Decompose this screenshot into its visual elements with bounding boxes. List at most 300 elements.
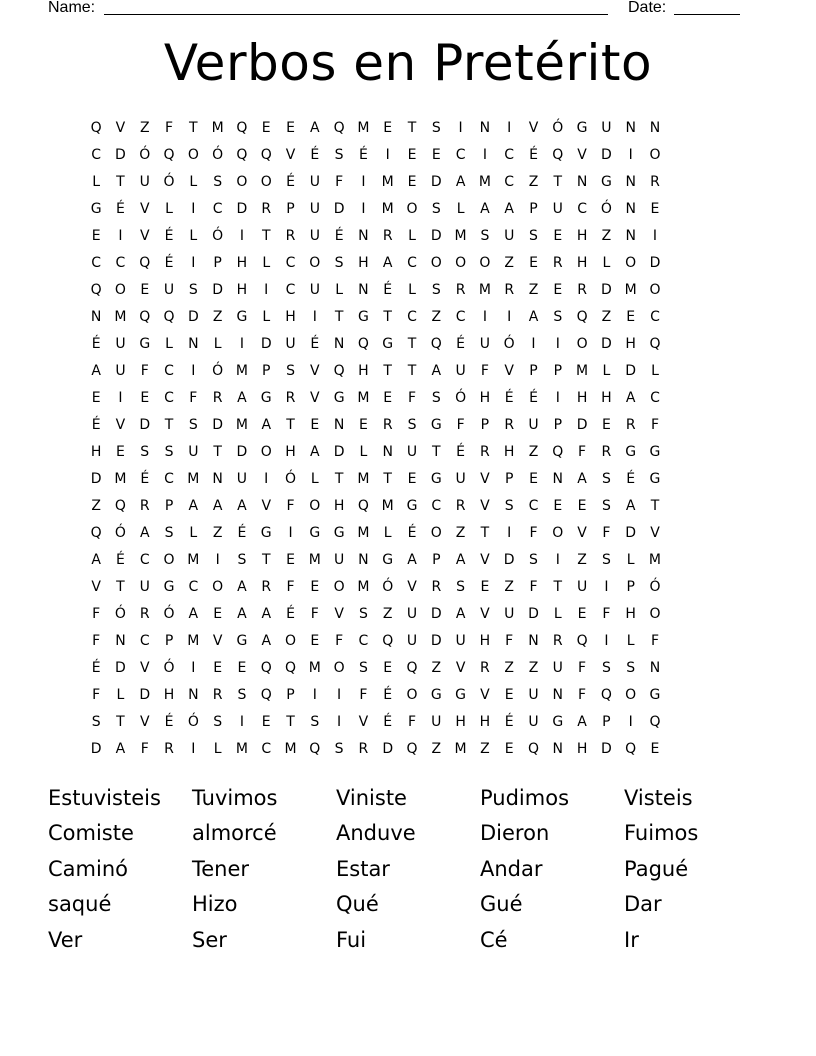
grid-letter: S: [431, 200, 441, 217]
grid-letter: G: [139, 335, 151, 352]
grid-letter: S: [529, 227, 538, 244]
grid-letter: H: [285, 443, 296, 460]
grid-letter: V: [504, 362, 514, 379]
grid-row: [84, 546, 734, 573]
grid-letter: S: [237, 686, 247, 703]
grid-letter: V: [480, 686, 490, 703]
grid-row: [84, 681, 734, 708]
grid-letter: A: [237, 605, 247, 622]
grid-letter: Q: [576, 308, 588, 325]
grid-letter: P: [286, 686, 295, 703]
grid-letter: Q: [114, 497, 126, 514]
grid-letter: Q: [625, 740, 637, 757]
grid-letter: U: [431, 713, 442, 730]
grid-letter: I: [361, 200, 366, 217]
grid-letter: É: [504, 713, 514, 730]
grid-letter: O: [455, 254, 467, 271]
grid-letter: D: [625, 362, 637, 379]
word-search-grid: [84, 114, 734, 762]
grid-letter: A: [480, 200, 490, 217]
grid-letter: U: [139, 578, 150, 595]
grid-letter: V: [358, 713, 369, 730]
word-bank-item: Estuvisteis: [48, 785, 161, 810]
grid-letter: A: [310, 443, 320, 460]
word-bank-item: Visteis: [624, 785, 693, 810]
grid-letter: H: [236, 254, 248, 271]
grid-letter: T: [213, 443, 222, 460]
word-bank-item: Comiste: [48, 821, 134, 846]
grid-letter: L: [408, 227, 416, 244]
grid-letter: E: [261, 119, 271, 136]
grid-letter: I: [239, 227, 244, 244]
grid-letter: L: [310, 470, 319, 487]
grid-letter: V: [139, 713, 150, 730]
grid-letter: E: [140, 389, 150, 406]
grid-letter: Q: [357, 497, 369, 514]
grid-letter: V: [650, 524, 660, 541]
grid-letter: U: [528, 416, 539, 433]
word-bank-item: Andar: [480, 856, 543, 881]
grid-letter: P: [262, 362, 271, 379]
grid-letter: I: [191, 254, 196, 271]
grid-letter: S: [334, 146, 344, 163]
grid-letter: A: [237, 497, 247, 514]
grid-letter: U: [406, 443, 418, 460]
grid-row: [84, 195, 734, 222]
grid-letter: Ó: [285, 470, 297, 487]
grid-letter: I: [118, 227, 123, 244]
grid-letter: L: [213, 335, 222, 352]
grid-row: [84, 600, 734, 627]
grid-letter: I: [239, 713, 244, 730]
grid-letter: H: [358, 254, 369, 271]
grid-letter: R: [139, 497, 150, 514]
grid-letter: G: [260, 524, 272, 541]
grid-letter: I: [191, 659, 196, 676]
grid-letter: É: [407, 524, 417, 541]
grid-row: [84, 357, 734, 384]
grid-letter: U: [406, 632, 418, 649]
grid-row: [84, 249, 734, 276]
grid-letter: L: [408, 281, 416, 298]
grid-letter: D: [503, 551, 515, 568]
grid-letter: É: [164, 713, 174, 730]
grid-row: [84, 330, 734, 357]
grid-letter: C: [188, 578, 199, 595]
grid-letter: G: [430, 686, 442, 703]
grid-letter: E: [213, 659, 223, 676]
grid-letter: Q: [309, 740, 321, 757]
grid-letter: É: [116, 551, 125, 568]
grid-letter: V: [139, 659, 150, 676]
grid-letter: S: [601, 551, 611, 568]
grid-letter: M: [624, 281, 637, 298]
grid-letter: S: [504, 497, 514, 514]
grid-letter: M: [235, 740, 248, 757]
grid-letter: M: [187, 470, 200, 487]
word-bank-item: Qué: [336, 892, 379, 917]
grid-letter: S: [188, 281, 198, 298]
grid-letter: E: [529, 254, 538, 271]
grid-letter: D: [430, 605, 442, 622]
grid-letter: M: [308, 551, 321, 568]
grid-letter: R: [382, 416, 393, 433]
grid-letter: F: [602, 524, 611, 541]
grid-letter: A: [382, 254, 393, 271]
grid-letter: E: [480, 578, 490, 595]
grid-letter: G: [600, 173, 612, 190]
grid-letter: U: [528, 686, 539, 703]
grid-letter: Ó: [114, 605, 126, 622]
grid-letter: Q: [236, 146, 248, 163]
grid-letter: L: [602, 362, 611, 379]
grid-letter: A: [237, 389, 247, 406]
grid-letter: T: [432, 443, 441, 460]
grid-letter: Q: [236, 119, 248, 136]
grid-letter: E: [431, 146, 441, 163]
grid-letter: H: [576, 740, 588, 757]
grid-letter: R: [552, 632, 563, 649]
grid-letter: Q: [260, 146, 272, 163]
grid-letter: É: [91, 416, 101, 433]
grid-letter: E: [383, 659, 393, 676]
grid-letter: S: [286, 362, 295, 379]
grid-letter: N: [625, 200, 636, 217]
grid-row: [84, 222, 734, 249]
grid-letter: M: [478, 173, 491, 190]
grid-letter: L: [335, 281, 344, 298]
grid-letter: C: [91, 254, 102, 271]
grid-letter: F: [480, 362, 489, 379]
grid-letter: Z: [504, 659, 514, 676]
word-bank-item: Caminó: [48, 856, 128, 881]
grid-letter: U: [309, 227, 320, 244]
grid-letter: N: [576, 173, 588, 190]
grid-letter: Ó: [455, 389, 467, 406]
grid-letter: Z: [504, 578, 514, 595]
grid-letter: Ó: [503, 335, 515, 352]
grid-row: [84, 573, 734, 600]
grid-row: [84, 627, 734, 654]
grid-letter: V: [91, 578, 101, 595]
grid-letter: É: [140, 470, 150, 487]
grid-letter: E: [601, 416, 611, 433]
grid-letter: O: [114, 281, 126, 298]
grid-letter: N: [212, 470, 223, 487]
grid-letter: P: [504, 470, 514, 487]
grid-letter: I: [482, 308, 487, 325]
grid-letter: F: [286, 497, 295, 514]
grid-letter: I: [555, 389, 560, 406]
word-bank-item: Ir: [624, 927, 639, 952]
grid-letter: Q: [552, 443, 564, 460]
word-bank-item: Gué: [480, 892, 523, 917]
grid-letter: I: [458, 119, 463, 136]
grid-letter: Z: [212, 308, 223, 325]
grid-letter: A: [455, 551, 466, 568]
grid-letter: H: [576, 254, 588, 271]
grid-letter: S: [334, 740, 344, 757]
grid-letter: T: [383, 470, 392, 487]
grid-letter: P: [213, 254, 222, 271]
grid-letter: I: [191, 362, 196, 379]
grid-letter: N: [552, 686, 564, 703]
grid-letter: Ó: [552, 119, 564, 136]
grid-letter: C: [164, 470, 174, 487]
grid-letter: F: [650, 632, 659, 649]
word-bank-item: Ser: [192, 927, 227, 952]
grid-letter: T: [480, 524, 490, 541]
grid-letter: D: [576, 416, 588, 433]
grid-letter: R: [625, 416, 636, 433]
grid-letter: A: [91, 551, 101, 568]
grid-letter: Q: [139, 308, 151, 325]
grid-letter: I: [288, 524, 293, 541]
grid-letter: E: [407, 470, 417, 487]
grid-letter: Ó: [163, 173, 175, 190]
grid-letter: E: [261, 713, 271, 730]
grid-letter: F: [602, 605, 611, 622]
grid-letter: D: [236, 200, 248, 217]
grid-letter: N: [649, 659, 661, 676]
grid-letter: I: [118, 389, 123, 406]
grid-letter: I: [385, 146, 390, 163]
grid-letter: A: [188, 497, 199, 514]
grid-letter: M: [576, 362, 589, 379]
grid-letter: É: [358, 146, 368, 163]
grid-letter: Z: [431, 308, 442, 325]
grid-letter: P: [480, 416, 490, 433]
grid-letter: O: [285, 632, 297, 649]
grid-letter: O: [649, 281, 661, 298]
grid-letter: U: [333, 551, 345, 568]
grid-letter: G: [90, 200, 102, 217]
grid-letter: U: [309, 281, 320, 298]
grid-letter: U: [479, 335, 491, 352]
grid-letter: H: [285, 308, 296, 325]
grid-letter: O: [333, 578, 345, 595]
grid-letter: I: [191, 200, 196, 217]
grid-letter: C: [261, 740, 272, 757]
header-line: [48, 0, 740, 20]
grid-letter: Ó: [649, 578, 661, 595]
grid-letter: P: [553, 362, 563, 379]
grid-letter: S: [407, 416, 417, 433]
grid-letter: F: [335, 173, 344, 190]
grid-letter: G: [552, 713, 564, 730]
grid-letter: L: [262, 308, 271, 325]
grid-letter: V: [285, 146, 296, 163]
word-bank-item: Fui: [336, 927, 367, 952]
grid-letter: U: [309, 173, 320, 190]
grid-letter: R: [285, 227, 296, 244]
grid-letter: U: [455, 470, 466, 487]
grid-letter: Ó: [212, 362, 224, 379]
grid-letter: M: [381, 173, 394, 190]
grid-letter: D: [260, 335, 272, 352]
grid-letter: T: [189, 119, 198, 136]
grid-letter: É: [456, 443, 466, 460]
grid-letter: M: [381, 200, 394, 217]
grid-letter: C: [285, 281, 296, 298]
grid-letter: V: [212, 632, 223, 649]
word-bank-item: Hizo: [192, 892, 238, 917]
grid-letter: L: [651, 362, 659, 379]
grid-letter: I: [215, 551, 220, 568]
grid-letter: Z: [528, 443, 539, 460]
grid-row: [84, 141, 734, 168]
grid-letter: E: [91, 227, 101, 244]
grid-letter: Q: [430, 335, 442, 352]
grid-letter: A: [625, 389, 636, 406]
grid-letter: F: [456, 416, 465, 433]
grid-letter: E: [577, 605, 587, 622]
grid-letter: V: [310, 362, 320, 379]
grid-letter: É: [237, 524, 247, 541]
grid-letter: G: [382, 551, 394, 568]
grid-letter: V: [115, 416, 126, 433]
grid-letter: M: [478, 281, 491, 298]
grid-letter: O: [187, 146, 199, 163]
grid-letter: I: [507, 524, 512, 541]
grid-letter: V: [480, 470, 490, 487]
grid-letter: G: [430, 470, 442, 487]
grid-letter: S: [91, 713, 101, 730]
grid-letter: G: [406, 497, 418, 514]
grid-letter: C: [115, 254, 126, 271]
grid-letter: L: [359, 443, 368, 460]
grid-letter: D: [212, 281, 224, 298]
grid-letter: H: [90, 443, 102, 460]
grid-letter: C: [212, 200, 223, 217]
grid-letter: U: [576, 578, 588, 595]
grid-letter: H: [576, 389, 588, 406]
grid-letter: M: [235, 362, 248, 379]
grid-letter: O: [260, 173, 272, 190]
grid-letter: C: [407, 308, 417, 325]
grid-letter: D: [333, 200, 345, 217]
grid-letter: G: [163, 578, 175, 595]
grid-letter: E: [650, 740, 660, 757]
grid-letter: D: [528, 605, 539, 622]
grid-letter: É: [310, 335, 320, 352]
grid-row: [84, 519, 734, 546]
grid-letter: H: [601, 389, 612, 406]
grid-letter: Z: [382, 605, 393, 622]
grid-letter: Z: [455, 524, 466, 541]
grid-letter: Q: [527, 740, 539, 757]
grid-letter: T: [334, 308, 344, 325]
word-bank-row: [48, 816, 768, 852]
word-bank-item: Pagué: [624, 856, 689, 881]
grid-row: [84, 492, 734, 519]
grid-letter: T: [261, 551, 271, 568]
grid-letter: O: [212, 578, 224, 595]
grid-letter: S: [456, 578, 466, 595]
grid-letter: I: [531, 335, 536, 352]
grid-letter: O: [430, 254, 442, 271]
grid-letter: R: [455, 281, 466, 298]
grid-letter: N: [649, 119, 661, 136]
grid-letter: Z: [212, 524, 223, 541]
grid-letter: F: [578, 659, 587, 676]
grid-letter: A: [91, 362, 101, 379]
grid-letter: M: [357, 119, 370, 136]
grid-letter: C: [431, 497, 442, 514]
grid-letter: O: [236, 173, 248, 190]
grid-letter: E: [553, 227, 563, 244]
grid-letter: M: [357, 578, 370, 595]
grid-letter: R: [552, 254, 563, 271]
grid-letter: P: [602, 713, 611, 730]
grid-letter: Q: [163, 146, 175, 163]
grid-letter: Z: [480, 740, 490, 757]
grid-letter: V: [139, 227, 150, 244]
grid-letter: V: [261, 497, 272, 514]
grid-letter: C: [504, 173, 515, 190]
word-bank-item: almorcé: [192, 821, 277, 846]
grid-letter: F: [92, 605, 101, 622]
grid-letter: M: [284, 740, 297, 757]
word-bank-item: saqué: [48, 892, 112, 917]
grid-letter: C: [139, 551, 150, 568]
grid-letter: Z: [91, 497, 101, 514]
grid-letter: S: [529, 551, 538, 568]
grid-letter: I: [604, 632, 609, 649]
grid-letter: F: [407, 389, 417, 406]
grid-letter: R: [285, 389, 296, 406]
grid-letter: N: [358, 281, 369, 298]
grid-letter: U: [601, 119, 612, 136]
grid-letter: É: [383, 281, 393, 298]
grid-letter: O: [333, 659, 345, 676]
grid-letter: N: [358, 551, 369, 568]
grid-letter: É: [286, 605, 295, 622]
grid-letter: E: [577, 497, 587, 514]
grid-letter: D: [600, 146, 612, 163]
grid-letter: G: [333, 524, 345, 541]
grid-letter: F: [359, 686, 368, 703]
grid-letter: M: [648, 551, 662, 568]
grid-letter: E: [213, 605, 223, 622]
grid-letter: O: [625, 686, 637, 703]
grid-letter: É: [529, 389, 538, 406]
grid-letter: R: [480, 443, 490, 460]
grid-letter: M: [211, 119, 224, 136]
grid-letter: S: [213, 173, 223, 190]
page-title: Verbos en Pretérito: [163, 34, 653, 92]
grid-letter: C: [577, 200, 587, 217]
grid-letter: H: [479, 713, 491, 730]
grid-letter: E: [553, 281, 563, 298]
grid-letter: S: [431, 389, 441, 406]
grid-letter: G: [649, 443, 661, 460]
grid-letter: É: [383, 686, 393, 703]
grid-letter: M: [114, 470, 127, 487]
grid-letter: S: [601, 659, 611, 676]
grid-letter: P: [432, 551, 441, 568]
grid-letter: T: [334, 470, 344, 487]
grid-letter: V: [480, 605, 490, 622]
grid-letter: L: [626, 632, 635, 649]
grid-letter: Q: [260, 659, 272, 676]
grid-letter: G: [455, 686, 467, 703]
grid-letter: T: [116, 713, 125, 730]
grid-letter: O: [649, 146, 661, 163]
grid-letter: R: [358, 740, 369, 757]
grid-letter: I: [264, 281, 269, 298]
grid-row: [84, 465, 734, 492]
